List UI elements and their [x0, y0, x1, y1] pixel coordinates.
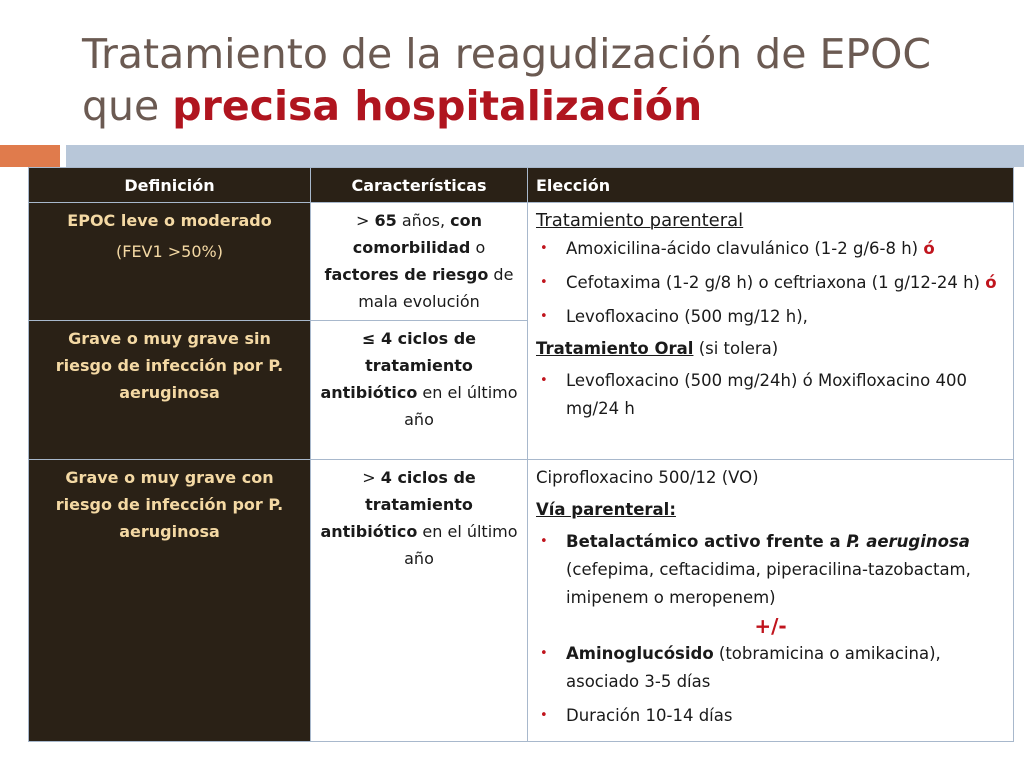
- list-item: [536, 269, 1005, 297]
- list-item: [536, 235, 1005, 263]
- cipro-line: Ciprofloxacino 500/12 (VO): [536, 468, 759, 487]
- amino-list: [536, 640, 1005, 730]
- row1-definicion: [29, 203, 311, 321]
- row1-caracteristicas: [311, 203, 528, 321]
- row2-caracteristicas: [311, 321, 528, 460]
- oral-title: Tratamiento Oral: [536, 339, 694, 358]
- item1-or: ó: [923, 239, 935, 258]
- parenteral-title: Tratamiento parenteral: [536, 210, 744, 231]
- item4-text: Levofloxacino (500 mg/24h) ó Moxifloxacino 400 mg/24 h: [566, 371, 967, 418]
- via-parenteral-title: Vía parenteral:: [536, 500, 676, 519]
- row2-car-a: ≤ 4 ciclos de tratamiento antibiótico: [320, 329, 476, 402]
- row3-definicion: Grave o muy grave con riesgo de infección por P. aeruginosa: [29, 460, 311, 742]
- item1-text: Amoxicilina-ácido clavulánico (1-2 g/6-8 h): [566, 239, 924, 258]
- row2-definicion: Grave o muy grave sin riesgo de infección por P. aeruginosa: [29, 321, 311, 460]
- row1-car-d: con comorbilidad: [352, 211, 482, 257]
- beta-bold: Betalactámico activo frente a: [566, 532, 847, 551]
- parenteral-list: [536, 235, 1005, 331]
- row3-car-a: >: [362, 468, 381, 487]
- list-item: [536, 528, 1005, 612]
- plus-minus: +/-: [754, 614, 787, 638]
- list-item: [536, 367, 1005, 423]
- row1-car-a: >: [356, 211, 375, 230]
- row1-car-f: factores de riesgo: [324, 265, 489, 284]
- row2-car-b: en el último año: [404, 383, 518, 429]
- row1-car-g: de mala evolución: [358, 265, 514, 311]
- item2-text: Cefotaxima (1-2 g/8 h) o ceftriaxona (1 g/12-24 h): [566, 273, 986, 292]
- row1-car-c: años,: [396, 211, 451, 230]
- list-item: [536, 303, 1005, 331]
- item2-or: ó: [985, 273, 997, 292]
- row3-car-c: en el último año: [404, 522, 518, 568]
- amino-bold: Aminoglucósido: [566, 644, 714, 663]
- oral-note: (si tolera): [693, 339, 779, 358]
- table-header-row: [29, 168, 1014, 203]
- beta-rest: (cefepima, ceftacidima, piperacilina-tazobactam, imipenem o meropenem): [566, 560, 971, 607]
- table-row: [29, 203, 1014, 321]
- row1-def-line1: EPOC leve o moderado: [67, 211, 272, 230]
- row1-car-e: o: [470, 238, 486, 257]
- row3-caracteristicas: [311, 460, 528, 742]
- list-item: [536, 702, 1005, 730]
- amino-rest: (tobramicina o amikacina), asociado 3-5 días: [566, 644, 941, 691]
- treatment-table: [28, 167, 1014, 742]
- beta-italic: P. aeruginosa: [846, 532, 970, 551]
- accent-bar-orange: [0, 145, 60, 167]
- oral-line: [536, 335, 1005, 363]
- row3-eleccion: [528, 460, 1014, 742]
- title-line-2: [82, 80, 1002, 132]
- row12-eleccion: [528, 203, 1014, 460]
- row3-car-b: 4 ciclos de tratamiento antibiótico: [320, 468, 476, 541]
- header-caracteristicas: Características: [311, 168, 528, 203]
- via-parenteral-list: [536, 528, 1005, 612]
- table-row: [29, 460, 1014, 742]
- slide-title: [82, 28, 1002, 132]
- list-item: [536, 640, 1005, 696]
- header-definicion: Definición: [29, 168, 311, 203]
- title-highlight: precisa hospitalización: [172, 82, 703, 130]
- accent-bar-blue: [66, 145, 1024, 167]
- row1-car-b: 65: [374, 211, 397, 230]
- title-line-1: Tratamiento de la reagudización de EPOC: [82, 30, 931, 78]
- header-eleccion: Elección: [528, 168, 1014, 203]
- title-prefix: que: [82, 82, 173, 130]
- duracion-text: Duración 10-14 días: [566, 706, 733, 725]
- item3-text: Levofloxacino (500 mg/12 h),: [566, 307, 808, 326]
- oral-list: [536, 367, 1005, 423]
- row1-def-line2: (FEV1 >50%): [116, 242, 223, 261]
